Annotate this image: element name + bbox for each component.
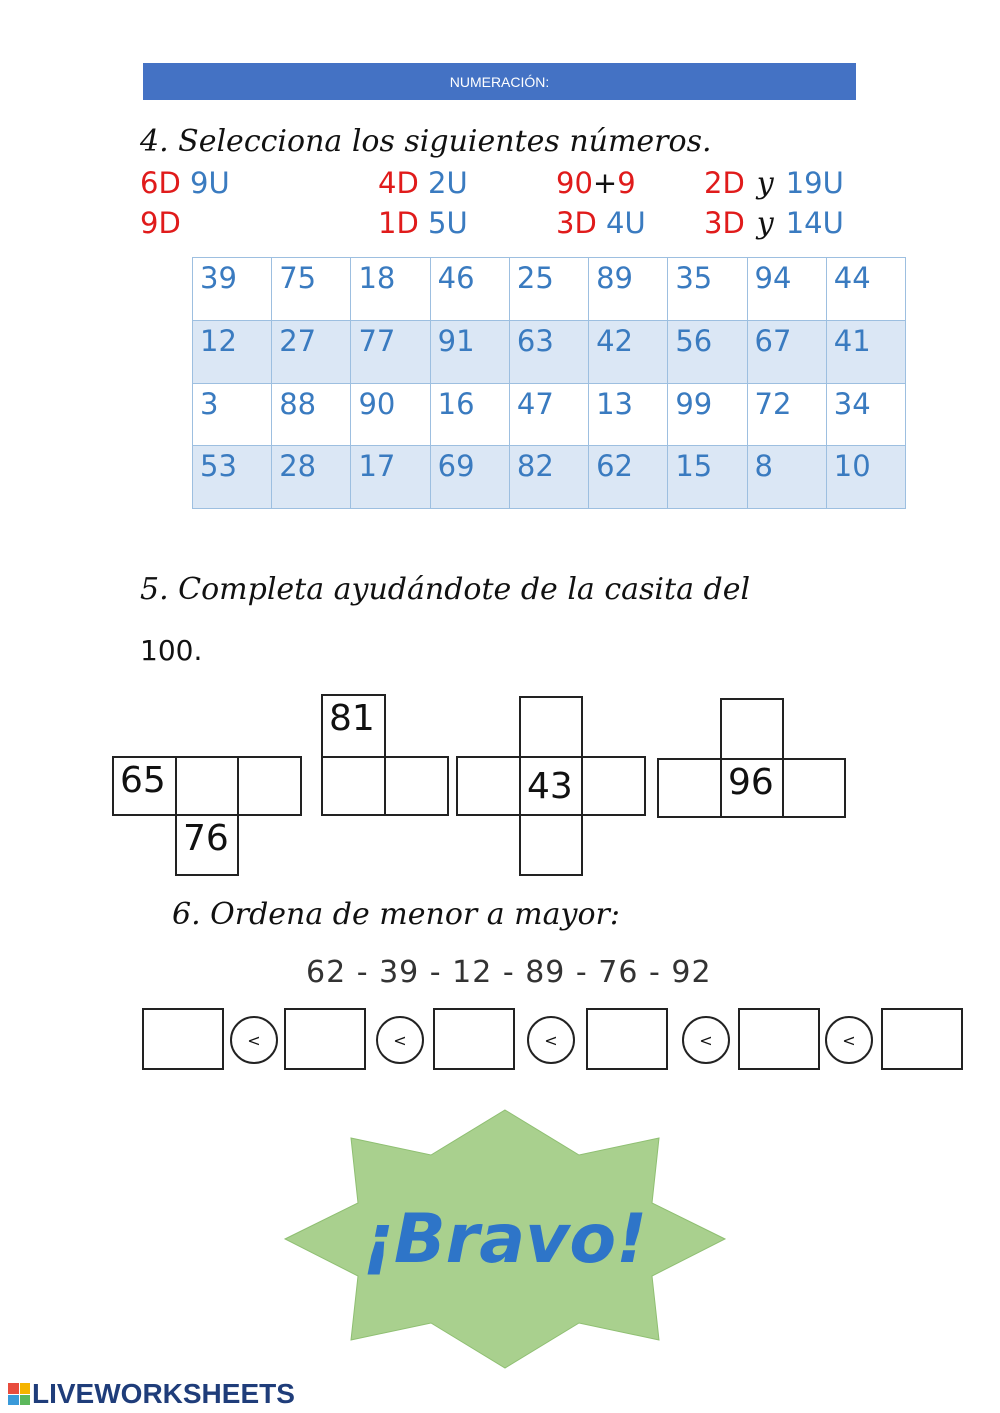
grid-row: [193, 446, 906, 509]
grid-cell[interactable]: 42: [589, 320, 668, 383]
grid-row: [193, 320, 906, 383]
liveworksheets-logo-icon: [8, 1383, 30, 1405]
grid-cell[interactable]: 75: [272, 258, 351, 321]
grid-cell[interactable]: 53: [193, 446, 272, 509]
puzzle2-cell-center[interactable]: [321, 756, 386, 816]
puzzle1-cell-bottom: 76: [175, 814, 239, 876]
order-box-4[interactable]: [586, 1008, 668, 1070]
clue-6d9u: 6D 9U: [140, 166, 230, 200]
grid-cell[interactable]: 67: [747, 320, 826, 383]
grid-cell[interactable]: 99: [668, 383, 747, 446]
grid-cell[interactable]: 27: [272, 320, 351, 383]
grid-cell[interactable]: 34: [826, 383, 905, 446]
grid-cell[interactable]: 72: [747, 383, 826, 446]
grid-cell[interactable]: 63: [509, 320, 588, 383]
bravo-text: ¡Bravo!: [362, 1200, 648, 1279]
grid-cell[interactable]: 25: [509, 258, 588, 321]
grid-cell[interactable]: 82: [509, 446, 588, 509]
order-box-5[interactable]: [738, 1008, 820, 1070]
clue-3d-y-14u: 3D y 14U: [704, 206, 844, 241]
less-than-symbol: <: [682, 1016, 730, 1064]
less-than-symbol: <: [376, 1016, 424, 1064]
puzzle3-cell-top[interactable]: [519, 696, 583, 758]
puzzle1-cell-center[interactable]: [175, 756, 239, 816]
section4-title: 4. Selecciona los siguientes números.: [140, 124, 712, 159]
grid-cell[interactable]: 47: [509, 383, 588, 446]
grid-row: [193, 383, 906, 446]
clue-1d5u: 1D 5U: [378, 206, 468, 240]
less-than-symbol: <: [230, 1016, 278, 1064]
order-box-6[interactable]: [881, 1008, 963, 1070]
number-selection-grid: [192, 257, 906, 509]
less-than-symbol: <: [527, 1016, 575, 1064]
header-title: NUMERACIÓN:: [449, 73, 550, 90]
section5-title-cont: 100.: [140, 634, 203, 667]
puzzle3-cell-left[interactable]: [456, 756, 521, 816]
grid-cell[interactable]: 94: [747, 258, 826, 321]
clue-90plus9: 90+9: [556, 166, 636, 200]
clue-4d2u: 4D 2U: [378, 166, 468, 200]
grid-cell[interactable]: 12: [193, 320, 272, 383]
grid-cell[interactable]: 8: [747, 446, 826, 509]
grid-cell[interactable]: 90: [351, 383, 430, 446]
brand-footer: [8, 1378, 295, 1410]
grid-cell[interactable]: 69: [430, 446, 509, 509]
number-sequence: 62 - 39 - 12 - 89 - 76 - 92: [306, 955, 712, 990]
puzzle2-cell-top: 81: [321, 694, 386, 758]
order-box-1[interactable]: [142, 1008, 224, 1070]
grid-cell[interactable]: 88: [272, 383, 351, 446]
puzzle4-cell-center: 96: [720, 758, 784, 818]
order-box-2[interactable]: [284, 1008, 366, 1070]
grid-cell[interactable]: 89: [589, 258, 668, 321]
grid-cell[interactable]: 16: [430, 383, 509, 446]
grid-cell[interactable]: 13: [589, 383, 668, 446]
puzzle4-cell-top[interactable]: [720, 698, 784, 760]
order-box-3[interactable]: [433, 1008, 515, 1070]
grid-cell[interactable]: 41: [826, 320, 905, 383]
grid-cell[interactable]: 18: [351, 258, 430, 321]
section5-title: 5. Completa ayudándote de la casita del: [140, 572, 751, 607]
grid-cell[interactable]: 39: [193, 258, 272, 321]
puzzle3-cell-center: 43: [519, 756, 583, 816]
puzzle4-cell-right[interactable]: [782, 758, 846, 818]
grid-cell[interactable]: 28: [272, 446, 351, 509]
section-header-bar: [143, 63, 856, 100]
grid-cell[interactable]: 17: [351, 446, 430, 509]
grid-cell[interactable]: 44: [826, 258, 905, 321]
section6-title: 6. Ordena de menor a mayor:: [172, 897, 620, 932]
puzzle1-cell-right[interactable]: [237, 756, 302, 816]
grid-cell[interactable]: 77: [351, 320, 430, 383]
grid-row: [193, 258, 906, 321]
grid-cell[interactable]: 15: [668, 446, 747, 509]
grid-cell[interactable]: 46: [430, 258, 509, 321]
brand-name: LIVEWORKSHEETS: [32, 1378, 295, 1409]
grid-cell[interactable]: 56: [668, 320, 747, 383]
grid-cell[interactable]: 91: [430, 320, 509, 383]
puzzle4-cell-left[interactable]: [657, 758, 722, 818]
clue-9d: 9D: [140, 206, 181, 240]
clue-2d-y-19u: 2D y 19U: [704, 166, 844, 201]
clue-3d4u: 3D 4U: [556, 206, 646, 240]
grid-cell[interactable]: 35: [668, 258, 747, 321]
puzzle3-cell-bottom[interactable]: [519, 814, 583, 876]
grid-cell[interactable]: 10: [826, 446, 905, 509]
grid-cell[interactable]: 3: [193, 383, 272, 446]
grid-cell[interactable]: 62: [589, 446, 668, 509]
puzzle3-cell-right[interactable]: [581, 756, 646, 816]
less-than-symbol: <: [825, 1016, 873, 1064]
puzzle1-cell-left: 65: [112, 756, 177, 816]
puzzle2-cell-right[interactable]: [384, 756, 449, 816]
